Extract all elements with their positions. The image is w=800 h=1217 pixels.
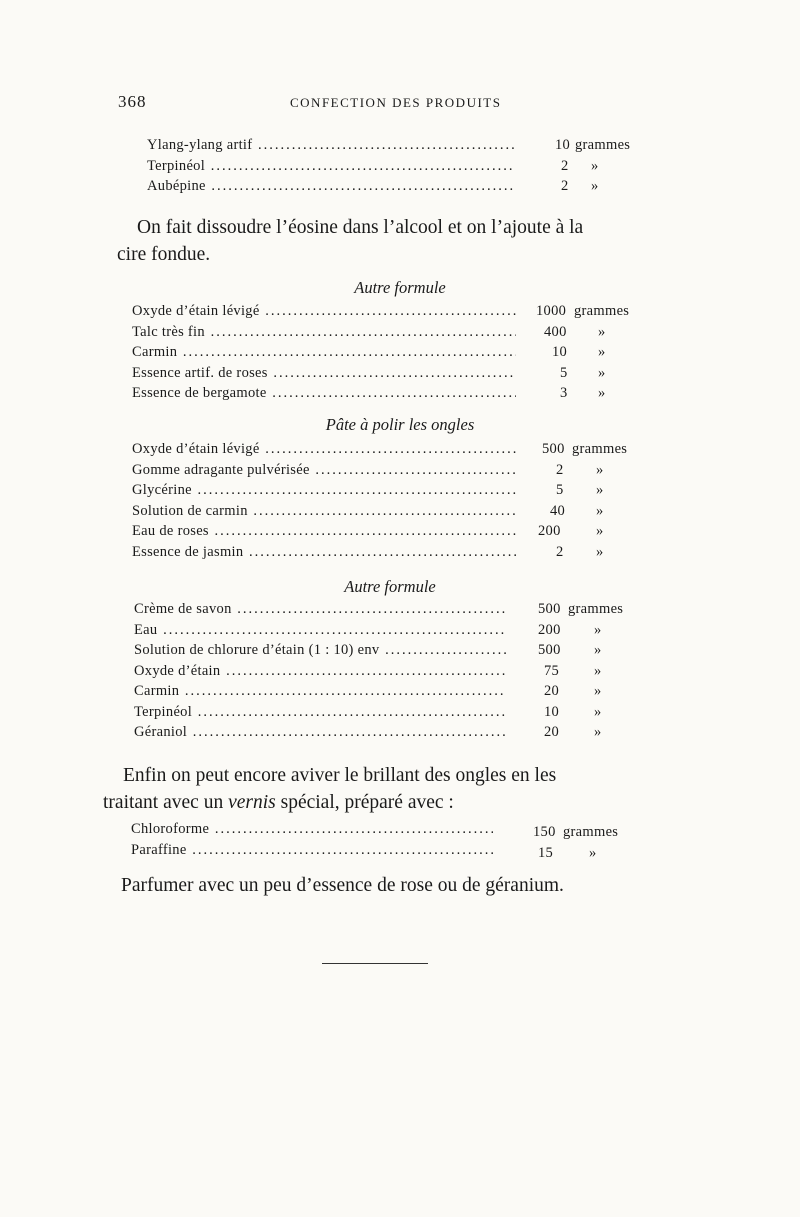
ingredient-unit: » xyxy=(589,844,597,861)
ingredient-qty: 500 xyxy=(538,601,561,617)
ingredient-qty: 2 xyxy=(556,461,564,478)
ingredient-name: Talc très fin ..... xyxy=(132,324,516,341)
section-title: Autre formule xyxy=(344,577,436,596)
ingredient-unit: » xyxy=(591,178,599,194)
paragraph-eosine xyxy=(117,214,677,268)
paragraph-vernis xyxy=(103,762,693,816)
ingredient-name: Oxyde d’étain lévigé ..... xyxy=(132,303,516,320)
ingredient-name: Essence de bergamote ..... xyxy=(132,385,516,402)
ingredient-unit: » xyxy=(596,461,604,478)
ingredient-name: Crème de savon ..... xyxy=(134,601,506,618)
ingredient-qty: 10 xyxy=(552,344,568,360)
paragraph-line: Enfin on peut encore aviver le brillant des ongles en les xyxy=(123,765,557,786)
ingredient-qty: 40 xyxy=(550,502,566,519)
ingredient-unit: » xyxy=(596,482,604,498)
ingredient-qty: 2 xyxy=(561,157,569,174)
ingredient-qty: 2 xyxy=(561,178,569,194)
ingredient-qty: 2 xyxy=(556,543,564,560)
running-title: CONFECTION DES PRODUITS xyxy=(290,95,502,110)
running-header xyxy=(0,92,800,112)
text-run: spécial, préparé avec : xyxy=(275,792,454,813)
ingredient-unit: » xyxy=(594,662,602,679)
ingredient-unit: grammes xyxy=(575,137,631,153)
ingredient-qty: 200 xyxy=(538,523,561,539)
paragraph-line xyxy=(103,789,693,816)
ingredient-name: Géraniol ..... xyxy=(134,724,506,741)
ingredient-name: Essence de jasmin ..... xyxy=(132,544,516,561)
ingredient-qty: 5 xyxy=(560,364,568,381)
ingredient-name: Solution de chlorure d’étain (1 : 10) env ..... xyxy=(134,642,506,659)
ingredient-qty: 150 xyxy=(533,824,556,840)
ingredient-name: Solution de carmin ..... xyxy=(132,503,516,520)
ingredient-name: Glycérine ..... xyxy=(132,482,516,499)
ingredient-unit: » xyxy=(594,683,602,699)
text-run: traitant avec un xyxy=(103,792,229,813)
ingredient-name: Terpinéol ..... xyxy=(147,158,515,175)
ingredient-name: Essence artif. de roses ..... xyxy=(132,365,516,382)
ingredient-qty: 75 xyxy=(544,662,560,679)
ingredient-qty: 15 xyxy=(538,844,554,861)
ingredient-unit: grammes xyxy=(572,441,628,457)
ingredient-name: Eau ..... xyxy=(134,622,506,639)
section-title: Pâte à polir les ongles xyxy=(325,415,475,434)
ingredient-unit: grammes xyxy=(563,824,619,840)
ingredient-unit: » xyxy=(594,703,602,720)
end-rule xyxy=(322,963,428,964)
ingredient-unit: grammes xyxy=(574,303,630,319)
ingredient-qty: 10 xyxy=(544,703,560,720)
ingredient-unit: » xyxy=(594,621,602,638)
page-number: 368 xyxy=(118,92,147,111)
paragraph-line: On fait dissoudre l’éosine dans l’alcool et on l’ajoute à la xyxy=(137,217,584,238)
ingredient-name: Oxyde d’étain lévigé ..... xyxy=(132,441,516,458)
ingredient-qty: 200 xyxy=(538,621,561,638)
ingredient-unit: » xyxy=(596,523,604,539)
ingredient-name: Chloroforme ..... xyxy=(131,821,493,838)
ingredient-unit: » xyxy=(594,724,602,740)
ingredient-qty: 1000 xyxy=(536,303,567,319)
ingredient-unit: grammes xyxy=(568,601,624,617)
ingredient-name: Carmin ..... xyxy=(134,683,506,700)
ingredient-qty: 500 xyxy=(542,441,565,457)
ingredient-unit: » xyxy=(598,364,606,381)
ingredient-unit: » xyxy=(594,642,602,658)
ingredient-name: Oxyde d’étain ..... xyxy=(134,663,506,680)
ingredient-name: Aubépine ..... xyxy=(147,178,515,195)
ingredient-name: Gomme adragante pulvérisée ..... xyxy=(132,462,516,479)
ingredient-name: Carmin ..... xyxy=(132,344,516,361)
ingredient-qty: 3 xyxy=(560,385,568,401)
ingredient-qty: 500 xyxy=(538,642,561,658)
section-title: Autre formule xyxy=(354,278,446,297)
ingredient-qty: 10 xyxy=(555,137,571,153)
ingredient-unit: » xyxy=(596,502,604,519)
emphasis-vernis: vernis xyxy=(228,792,276,813)
ingredient-name: Ylang-ylang artif ..... xyxy=(147,137,515,154)
ingredient-name: Paraffine ..... xyxy=(131,842,493,859)
paragraph-line: cire fondue. xyxy=(117,244,211,265)
ingredient-unit: » xyxy=(598,385,606,401)
ingredient-name: Terpinéol ..... xyxy=(134,704,506,721)
ingredient-qty: 5 xyxy=(556,482,564,498)
ingredient-unit: » xyxy=(596,543,604,560)
ingredient-unit: » xyxy=(598,344,606,360)
ingredient-unit: » xyxy=(598,323,606,340)
ingredient-qty: 20 xyxy=(544,724,560,740)
ingredient-unit: » xyxy=(591,157,599,174)
paragraph-parfumer: Parfumer avec un peu d’essence de rose ou de géranium. xyxy=(121,875,564,896)
ingredient-qty: 20 xyxy=(544,683,560,699)
ingredient-qty: 400 xyxy=(544,323,567,340)
ingredient-name: Eau de roses ..... xyxy=(132,523,516,540)
